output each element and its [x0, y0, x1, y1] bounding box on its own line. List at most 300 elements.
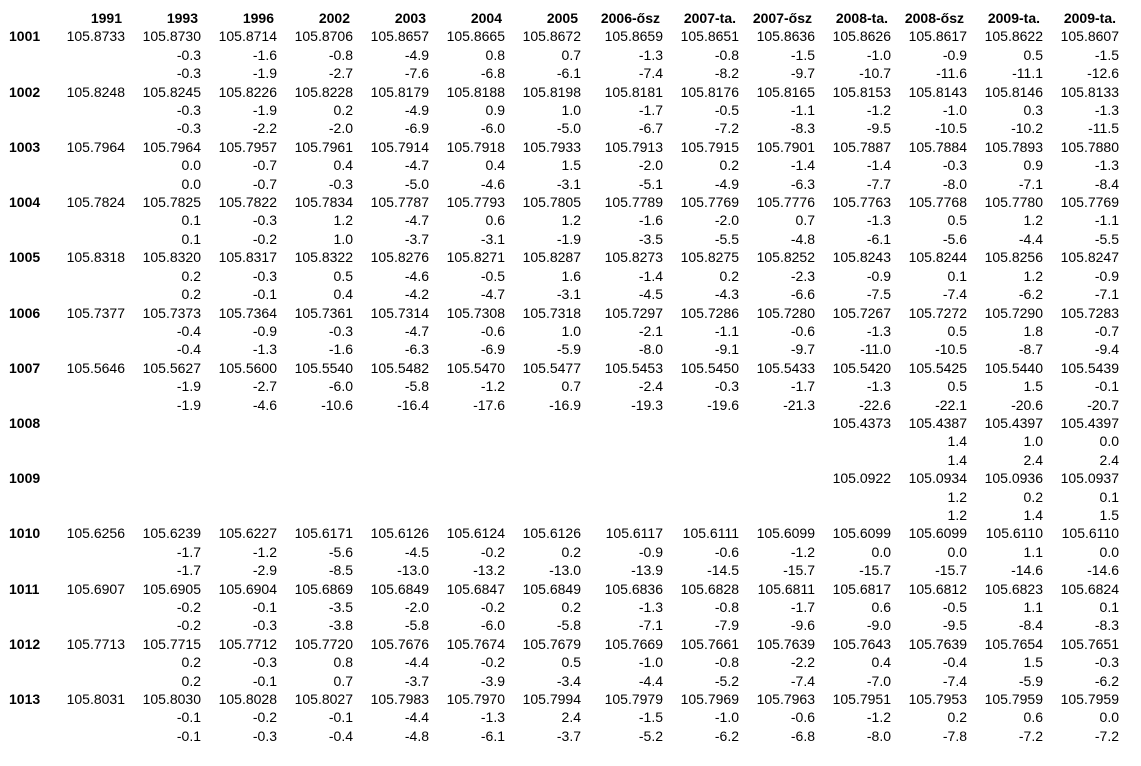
change-value: 0.1 — [1099, 599, 1119, 615]
change-value: 1.0 — [1023, 433, 1043, 450]
height-value: 105.6171 — [294, 525, 353, 542]
height-value: 105.7286 — [680, 304, 739, 321]
change-value: -0.3 — [252, 654, 277, 671]
change-value: -1.1 — [790, 102, 815, 119]
cumulative-change-value — [582, 506, 664, 524]
cumulative-change-value — [46, 561, 126, 579]
cumulative-change-value: -22.6 — [859, 396, 891, 413]
change-value: -1.2 — [866, 102, 891, 119]
cumulative-change-value: -14.5 — [707, 562, 739, 579]
height-value: 105.5450 — [680, 359, 739, 376]
cumulative-change-value: -6.8 — [790, 727, 815, 744]
height-value: 105.8322 — [294, 249, 353, 266]
change-value: 1.1 — [1023, 543, 1043, 560]
change-value: -0.6 — [480, 322, 505, 339]
change-value: -0.4 — [942, 654, 967, 671]
cumulative-change-value: -17.6 — [473, 396, 505, 413]
table-row — [9, 672, 1120, 690]
change-value: -0.3 — [176, 102, 201, 119]
cumulative-change-value: -1.9 — [556, 230, 581, 247]
height-value: 105.7914 — [370, 138, 429, 155]
cumulative-change-value: -10.7 — [859, 65, 891, 82]
height-value: 105.8165 — [756, 83, 815, 100]
height-value — [278, 414, 354, 432]
change-value — [506, 488, 582, 506]
cumulative-change-value: -6.1 — [866, 230, 891, 247]
cumulative-change-value: -7.5 — [866, 286, 891, 303]
change-value: -2.0 — [714, 212, 739, 229]
height-value: 105.8226 — [218, 83, 277, 100]
cumulative-change-value: -4.3 — [714, 286, 739, 303]
height-value: 105.7957 — [218, 138, 277, 155]
point-id: 1008 — [9, 414, 41, 431]
height-value: 105.7290 — [984, 304, 1043, 321]
height-value: 105.6099 — [908, 525, 967, 542]
change-value — [46, 101, 126, 119]
height-value: 105.7651 — [1060, 635, 1119, 652]
cumulative-change-value: -6.2 — [714, 727, 739, 744]
change-value: -0.4 — [176, 322, 201, 339]
change-value: -0.6 — [714, 543, 739, 560]
change-value: -0.3 — [176, 46, 201, 63]
height-value: 105.6811 — [757, 580, 815, 597]
change-value: -0.7 — [252, 157, 277, 174]
height-value: 105.4397 — [1060, 414, 1119, 431]
cumulative-change-value: -6.1 — [556, 65, 581, 82]
empty-cell — [9, 101, 46, 119]
change-value: 0.2 — [719, 157, 739, 174]
change-value: 0.5 — [333, 267, 353, 284]
change-value: 1.8 — [1023, 322, 1043, 339]
height-value: 105.8028 — [218, 691, 277, 708]
height-value: 105.6126 — [522, 525, 581, 542]
height-value: 105.7669 — [604, 635, 663, 652]
height-value: 105.7793 — [446, 194, 505, 211]
height-value: 105.7674 — [446, 635, 505, 652]
height-value — [740, 469, 816, 487]
table-row — [9, 27, 1120, 45]
change-value: -1.5 — [1094, 46, 1119, 63]
table-row — [9, 690, 1120, 708]
cumulative-change-value — [506, 451, 582, 469]
cumulative-change-value: -0.3 — [252, 617, 277, 634]
height-value: 105.7643 — [832, 635, 891, 652]
change-value: -1.0 — [714, 709, 739, 726]
height-value: 105.8179 — [370, 83, 429, 100]
table-row — [9, 340, 1120, 358]
height-value: 105.7963 — [756, 691, 815, 708]
empty-cell — [9, 561, 46, 579]
change-value: -1.1 — [714, 322, 739, 339]
empty-cell — [9, 616, 46, 634]
change-value: -5.6 — [328, 543, 353, 560]
empty-cell — [9, 451, 46, 469]
cumulative-change-value: -9.7 — [790, 341, 815, 358]
change-value: -0.9 — [638, 543, 663, 560]
change-value: 1.5 — [1023, 378, 1043, 395]
change-value: -4.4 — [404, 654, 429, 671]
change-value: -1.3 — [1094, 102, 1119, 119]
change-value — [46, 211, 126, 229]
height-value: 105.8730 — [142, 28, 201, 45]
point-id: 1004 — [9, 194, 41, 211]
cumulative-change-value: -11.5 — [1088, 120, 1119, 137]
column-header: 2008-ta. — [835, 10, 888, 26]
change-value: -2.7 — [252, 378, 277, 395]
change-value: -0.2 — [480, 599, 505, 615]
change-value: 0.2 — [181, 654, 201, 671]
table-row — [9, 175, 1120, 193]
table-row — [9, 506, 1120, 524]
height-value: 105.8143 — [908, 83, 967, 100]
height-value: 105.7970 — [446, 691, 505, 708]
change-value — [582, 432, 664, 450]
height-value: 105.8607 — [1060, 28, 1119, 45]
change-value: 1.0 — [561, 102, 581, 119]
column-header: 2009-ta. — [987, 10, 1040, 26]
height-value: 105.6117 — [605, 525, 663, 542]
change-value: -0.2 — [252, 709, 277, 726]
cumulative-change-value: -4.5 — [638, 286, 663, 303]
change-value: -0.2 — [480, 543, 505, 560]
height-value: 105.6905 — [142, 580, 201, 597]
table-row — [9, 377, 1120, 395]
cumulative-change-value: -7.4 — [942, 672, 967, 689]
empty-cell — [9, 708, 46, 726]
height-value: 105.0922 — [832, 470, 891, 487]
cumulative-change-value: -10.5 — [935, 120, 967, 137]
point-id: 1013 — [9, 691, 41, 708]
cumulative-change-value: 2.4 — [1099, 451, 1119, 468]
cumulative-change-value — [46, 396, 126, 414]
change-value: -1.3 — [1094, 157, 1119, 174]
cumulative-change-value: 0.4 — [333, 286, 353, 303]
change-value: -1.5 — [638, 709, 663, 726]
cumulative-change-value: 2.4 — [1023, 451, 1043, 468]
change-value: 0.5 — [947, 322, 967, 339]
change-value: -5.8 — [404, 378, 429, 395]
cumulative-change-value: -7.1 — [638, 617, 663, 634]
height-value: 105.7280 — [756, 304, 815, 321]
height-value: 105.8733 — [66, 28, 125, 45]
cumulative-change-value: -8.0 — [942, 175, 967, 192]
header-corner — [9, 9, 46, 27]
change-value: -1.3 — [866, 322, 891, 339]
height-value: 105.6907 — [66, 580, 125, 597]
height-value: 105.7364 — [218, 304, 277, 321]
change-value: 0.0 — [871, 543, 891, 560]
cumulative-change-value: -16.4 — [397, 396, 429, 413]
empty-cell — [9, 396, 46, 414]
height-value: 105.8622 — [984, 28, 1043, 45]
height-value — [664, 414, 740, 432]
empty-cell — [9, 267, 46, 285]
height-value: 105.7834 — [294, 194, 353, 211]
change-value: -1.9 — [252, 102, 277, 119]
empty-cell — [9, 156, 46, 174]
change-value: -1.3 — [638, 46, 663, 63]
height-value: 105.7822 — [218, 194, 277, 211]
cumulative-change-value: -5.5 — [714, 230, 739, 247]
cumulative-change-value: -7.1 — [1018, 175, 1043, 192]
change-value: -1.2 — [790, 543, 815, 560]
cumulative-change-value: -19.3 — [631, 396, 663, 413]
cumulative-change-value: -20.6 — [1011, 396, 1043, 413]
cumulative-change-value: -15.7 — [783, 562, 815, 579]
change-value: -0.6 — [790, 709, 815, 726]
height-value: 105.7959 — [1060, 691, 1119, 708]
cumulative-change-value: -20.7 — [1087, 396, 1119, 413]
table-row — [9, 616, 1120, 634]
cumulative-change-value: -5.9 — [556, 341, 581, 358]
change-value: 0.1 — [1099, 488, 1119, 505]
cumulative-change-value: -0.1 — [252, 286, 277, 303]
table-row — [9, 83, 1120, 101]
cumulative-change-value: -0.1 — [252, 672, 277, 689]
empty-cell — [9, 46, 46, 64]
change-value: 0.0 — [1099, 433, 1119, 450]
empty-cell — [9, 727, 46, 745]
change-value: -1.1 — [1094, 212, 1119, 229]
change-value: -4.9 — [404, 46, 429, 63]
cumulative-change-value: -8.3 — [790, 120, 815, 137]
cumulative-change-value: -6.0 — [480, 617, 505, 634]
change-value — [740, 488, 816, 506]
cumulative-change-value: -7.6 — [404, 65, 429, 82]
cumulative-change-value: -13.2 — [473, 562, 505, 579]
height-value: 105.6227 — [218, 525, 277, 542]
point-id: 1006 — [9, 304, 41, 321]
height-value: 105.7373 — [142, 304, 201, 321]
empty-cell — [9, 377, 46, 395]
change-value — [46, 598, 126, 616]
table-row — [9, 230, 1120, 248]
change-value: -2.0 — [638, 157, 663, 174]
change-value: 1.0 — [561, 322, 581, 339]
cumulative-change-value: -22.1 — [935, 396, 967, 413]
change-value: 1.2 — [561, 212, 581, 229]
change-value: 0.2 — [561, 599, 581, 615]
height-value — [46, 414, 126, 432]
change-value — [46, 543, 126, 561]
change-value: -1.4 — [866, 157, 891, 174]
change-value: -0.5 — [480, 267, 505, 284]
change-value: 0.2 — [947, 709, 967, 726]
change-value: 0.2 — [1023, 488, 1043, 505]
cumulative-change-value: -1.3 — [252, 341, 277, 358]
change-value — [664, 432, 740, 450]
cumulative-change-value: -6.2 — [1094, 672, 1119, 689]
cumulative-change-value: -6.7 — [638, 120, 663, 137]
cumulative-change-value: -9.4 — [1094, 341, 1119, 358]
cumulative-change-value: -15.7 — [859, 562, 891, 579]
height-value: 105.7824 — [66, 194, 125, 211]
cumulative-change-value: -5.2 — [714, 672, 739, 689]
cumulative-change-value: -7.2 — [714, 120, 739, 137]
cumulative-change-value: -6.9 — [404, 120, 429, 137]
cumulative-change-value: 1.4 — [947, 451, 967, 468]
height-value: 105.7884 — [908, 138, 967, 155]
table-row — [9, 248, 1120, 266]
height-value: 105.5470 — [446, 359, 505, 376]
table-row — [9, 727, 1120, 745]
height-value: 105.0934 — [908, 470, 967, 487]
height-value: 105.6110 — [985, 525, 1043, 542]
cumulative-change-value — [126, 451, 202, 469]
height-value: 105.7769 — [1060, 194, 1119, 211]
change-value: -1.3 — [480, 709, 505, 726]
height-value: 105.7789 — [604, 194, 663, 211]
change-value: -0.5 — [714, 102, 739, 119]
height-value: 105.7780 — [984, 194, 1043, 211]
change-value — [740, 432, 816, 450]
cumulative-change-value: -12.6 — [1087, 65, 1119, 82]
cumulative-change-value: -7.4 — [790, 672, 815, 689]
height-value: 105.5420 — [832, 359, 891, 376]
empty-cell — [9, 598, 46, 616]
cumulative-change-value: -4.8 — [790, 230, 815, 247]
table-row — [9, 635, 1120, 653]
point-id: 1001 — [9, 28, 41, 45]
change-value: -1.2 — [480, 378, 505, 395]
cumulative-change-value: -7.7 — [866, 175, 891, 192]
height-value: 105.8027 — [294, 691, 353, 708]
height-value: 105.0937 — [1060, 470, 1119, 487]
change-value — [46, 432, 126, 450]
change-value: -1.2 — [252, 543, 277, 560]
change-value: -1.6 — [638, 212, 663, 229]
height-value: 105.8244 — [908, 249, 967, 266]
height-value: 105.7964 — [66, 138, 125, 155]
change-value: 1.2 — [1023, 212, 1043, 229]
column-header: 2003 — [394, 10, 426, 26]
height-value: 105.8636 — [756, 28, 815, 45]
table-row — [9, 156, 1120, 174]
cumulative-change-value: -0.4 — [328, 727, 353, 744]
cumulative-change-value: 0.7 — [333, 672, 353, 689]
change-value — [202, 488, 278, 506]
change-value: 1.2 — [1023, 267, 1043, 284]
cumulative-change-value: -3.1 — [480, 230, 505, 247]
table-row — [9, 543, 1120, 561]
change-value: 2.4 — [561, 709, 581, 726]
height-value: 105.8706 — [294, 28, 353, 45]
height-value: 105.5433 — [756, 359, 815, 376]
cumulative-change-value — [46, 340, 126, 358]
height-value: 105.8252 — [756, 249, 815, 266]
height-value: 105.7825 — [142, 194, 201, 211]
cumulative-change-value: -3.8 — [328, 617, 353, 634]
height-value: 105.7959 — [984, 691, 1043, 708]
height-value: 105.7768 — [908, 194, 967, 211]
change-value — [126, 488, 202, 506]
change-value: -1.9 — [176, 378, 201, 395]
cumulative-change-value — [740, 451, 816, 469]
height-value: 105.5540 — [294, 359, 353, 376]
cumulative-change-value: -11.1 — [1012, 65, 1043, 82]
empty-cell — [9, 230, 46, 248]
height-value: 105.7654 — [984, 635, 1043, 652]
cumulative-change-value: -5.9 — [1018, 672, 1043, 689]
change-value — [354, 432, 430, 450]
height-value: 105.7887 — [832, 138, 891, 155]
height-value: 105.7918 — [446, 138, 505, 155]
change-value — [46, 267, 126, 285]
cumulative-change-value: -4.9 — [714, 175, 739, 192]
column-header: 2007-ősz — [752, 10, 812, 26]
change-value: -0.5 — [942, 599, 967, 615]
cumulative-change-value — [202, 506, 278, 524]
column-header: 2008-ősz — [904, 10, 964, 26]
height-value — [46, 469, 126, 487]
empty-cell — [9, 653, 46, 671]
height-value: 105.7961 — [294, 138, 353, 155]
change-value: 0.0 — [947, 543, 967, 560]
empty-cell — [9, 543, 46, 561]
height-value: 105.7283 — [1060, 304, 1119, 321]
height-value: 105.8188 — [446, 83, 505, 100]
cumulative-change-value: 1.2 — [947, 506, 967, 523]
height-value: 105.8243 — [832, 249, 891, 266]
height-value: 105.6823 — [984, 580, 1043, 597]
empty-cell — [9, 340, 46, 358]
cumulative-change-value: -4.6 — [252, 396, 277, 413]
cumulative-change-value: -7.1 — [1094, 286, 1119, 303]
change-value: -0.3 — [252, 267, 277, 284]
change-value — [278, 432, 354, 450]
cumulative-change-value: 0.1 — [181, 230, 201, 247]
empty-cell — [9, 285, 46, 303]
change-value: -0.1 — [176, 709, 201, 726]
cumulative-change-value: -3.4 — [556, 672, 581, 689]
table-row — [9, 396, 1120, 414]
table-row — [9, 193, 1120, 211]
height-value: 105.5453 — [604, 359, 663, 376]
height-value: 105.6099 — [832, 525, 891, 542]
change-value: -0.9 — [252, 322, 277, 339]
height-value — [126, 414, 202, 432]
cumulative-change-value — [46, 616, 126, 634]
height-value: 105.7272 — [908, 304, 967, 321]
benchmark-height-table — [9, 9, 1120, 745]
table-row — [9, 322, 1120, 340]
height-value: 105.8030 — [142, 691, 201, 708]
height-value: 105.8256 — [984, 249, 1043, 266]
table-row — [9, 64, 1120, 82]
change-value — [582, 488, 664, 506]
height-value: 105.5627 — [142, 359, 201, 376]
point-id: 1012 — [9, 635, 41, 652]
empty-cell — [9, 672, 46, 690]
change-value: -3.5 — [328, 599, 353, 615]
height-value: 105.5482 — [370, 359, 429, 376]
cumulative-change-value: -1.9 — [176, 396, 201, 413]
height-value: 105.5440 — [984, 359, 1043, 376]
change-value: 1.2 — [333, 212, 353, 229]
point-id: 1005 — [9, 249, 41, 266]
height-value: 105.8626 — [832, 28, 891, 45]
height-value: 105.6126 — [370, 525, 429, 542]
table-row — [9, 432, 1120, 450]
change-value: -0.2 — [176, 599, 201, 615]
height-value: 105.8320 — [142, 249, 201, 266]
cumulative-change-value: -8.4 — [1094, 175, 1119, 192]
change-value: -1.2 — [866, 709, 891, 726]
cumulative-change-value — [430, 506, 506, 524]
height-value: 105.6239 — [142, 525, 201, 542]
change-value: -1.3 — [866, 212, 891, 229]
cumulative-change-value: -6.8 — [480, 65, 505, 82]
